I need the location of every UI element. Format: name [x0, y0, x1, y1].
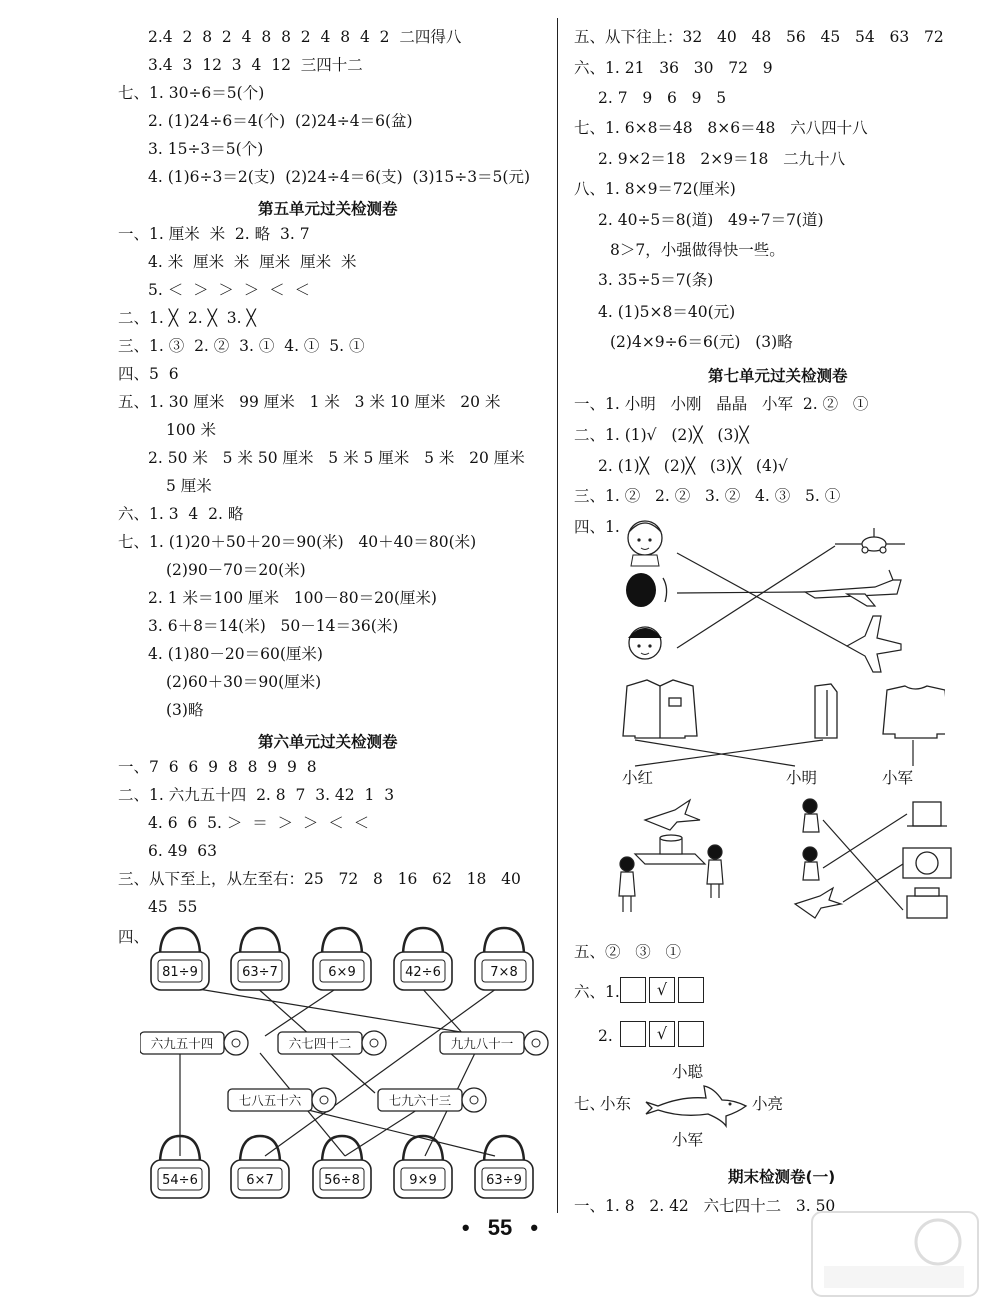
clothes-label: 小军 — [882, 769, 914, 787]
lock-label: 56÷8 — [324, 1173, 360, 1188]
answer-box — [620, 1021, 646, 1047]
answer-line: 七、1. 6×8＝48 8×6＝48 六八四十八 — [574, 119, 868, 137]
answer-line: 3.4 3 12 3 4 12 三四十二 — [148, 56, 363, 74]
lock-label: 9×9 — [409, 1173, 437, 1188]
answer-line: 4. (1)5×8＝40(元) — [598, 303, 736, 321]
lock-label: 63÷7 — [242, 965, 278, 980]
answer-line: 3. 15÷3＝5(个) — [148, 140, 264, 158]
answer-line: 一、1. 8 2. 42 六七四十二 3. 50 — [574, 1197, 836, 1215]
plane-front-image — [835, 528, 905, 553]
clothes-label: 小明 — [786, 769, 818, 787]
child-right-image — [707, 845, 723, 898]
answer-line: 4. (1)6÷3＝2(支) (2)24÷4＝6(支) (3)15÷3＝5(元) — [148, 168, 531, 186]
lock-label: 54÷6 — [162, 1173, 198, 1188]
answer-line: 二、1. ╳ 2. ╳ 3. ╳ — [118, 309, 256, 327]
answer-line: 45 55 — [148, 898, 198, 916]
answer-line: 六、1. 21 36 30 72 9 — [574, 59, 773, 77]
answer-box — [678, 1021, 704, 1047]
answer-line: 4. (1)80－20＝60(厘米) — [148, 645, 323, 663]
answer-line: 四、1. — [574, 518, 620, 536]
answer-line: 4. 米 厘米 米 厘米 厘米 米 — [148, 253, 357, 271]
answer-line: 3. 35÷5＝7(条) — [598, 271, 714, 289]
match-lines — [635, 740, 913, 766]
answer-line: 2. 50 米 5 米 50 厘米 5 米 5 厘米 5 米 20 厘米 — [148, 449, 525, 467]
answer-line: 2. 7 9 6 9 5 — [598, 89, 727, 107]
people-planes-diagram — [615, 508, 905, 680]
answer-line: 七、1. 30÷6＝5(个) — [118, 84, 265, 102]
answer-line: 四、5 6 — [118, 365, 179, 383]
table-object-image — [635, 835, 705, 864]
answer-line: 三、1. ② 2. ② 3. ② 4. ③ 5. ① — [574, 487, 841, 505]
page-number-value: 55 — [487, 1215, 513, 1240]
answer-line: 2. 9×2＝18 2×9＝18 二九十八 — [598, 150, 846, 168]
answer-line: 一、7 6 6 9 8 8 9 9 8 — [118, 758, 317, 776]
answer-line: 七、 — [574, 1095, 606, 1113]
answer-line: 六、1. 3 4 2. 略 — [118, 505, 244, 523]
lock-top — [394, 928, 452, 990]
clothes-label: 小红 — [622, 769, 654, 787]
direction-label-left: 小东 — [600, 1095, 632, 1113]
lock-label: 7×8 — [490, 965, 518, 980]
child-left-image — [619, 857, 635, 912]
answer-line: 五、从下往上：32 40 48 56 45 54 63 72 — [574, 28, 944, 46]
shirt-back-image — [883, 686, 945, 738]
lock-label: 63÷9 — [486, 1173, 522, 1188]
answer-line: 三、1. ③ 2. ② 3. ① 4. ① 5. ① — [118, 337, 365, 355]
lock-bottom — [394, 1136, 452, 1198]
girl-face-1-image — [628, 521, 662, 566]
answer-line: 2.4 2 8 2 4 8 8 2 4 8 4 2 二四得八 — [148, 28, 462, 46]
view-circle-shape — [903, 848, 951, 878]
answer-line: (2)4×9÷6＝6(元) (3)略 — [610, 333, 793, 351]
answer-line: 五、② ③ ① — [574, 943, 682, 961]
answer-line: (3)略 — [166, 701, 204, 719]
answer-line: 6. 49 63 — [148, 842, 218, 860]
answer-line: 六、1. — [574, 983, 620, 1001]
answer-line: 4. 6 6 5. ＞ ＝ ＞ ＞ ＜ ＜ — [148, 814, 370, 832]
answer-line: 三、从下至上，从左至右：25 72 8 16 62 18 40 — [118, 870, 521, 888]
dolphin-image — [642, 1084, 750, 1128]
view-side-shape — [907, 888, 947, 918]
shirt-side-image — [815, 684, 837, 738]
lock-top — [475, 928, 533, 990]
answer-box-checked: √ — [649, 977, 675, 1003]
answer-line: 一、1. 厘米 米 2. 略 3. 7 — [118, 225, 310, 243]
girl-back-image — [626, 573, 667, 607]
key — [278, 1031, 386, 1055]
lock-top — [151, 928, 209, 990]
plane-side-image — [805, 570, 901, 606]
section-heading-unit7: 第七单元过关检测卷 — [708, 367, 848, 385]
answer-box — [678, 977, 704, 1003]
locks-keys-diagram — [140, 918, 550, 1203]
observation-scene-diagram — [615, 792, 955, 932]
lock-bottom — [475, 1136, 533, 1198]
answer-line: 5 厘米 — [166, 477, 212, 495]
page-dot: • — [461, 1215, 470, 1240]
viewer-child-2-image — [803, 847, 819, 880]
shirt-front-image — [623, 680, 697, 738]
page-dot: • — [530, 1215, 539, 1240]
bird-image — [645, 800, 700, 830]
answer-line: 2. (1)╳ (2)╳ (3)╳ (4)√ — [598, 457, 788, 475]
key-label: 七九六十三 — [388, 1093, 452, 1108]
answer-line: 5. ＜ ＞ ＞ ＞ ＜ ＜ — [148, 281, 310, 299]
view-top-shape — [907, 802, 947, 826]
answer-line: 2. 40÷5＝8(道) 49÷7＝7(道) — [598, 211, 824, 229]
key — [140, 1031, 248, 1055]
lock-label: 6×7 — [246, 1173, 274, 1188]
answer-box-checked: √ — [649, 1021, 675, 1047]
direction-label-bottom: 小军 — [672, 1131, 704, 1149]
bird-viewer-image — [795, 888, 841, 918]
answer-line: 3. 6＋8＝14(米) 50－14＝36(米) — [148, 617, 399, 635]
key — [440, 1031, 548, 1055]
lock-label: 6×9 — [328, 965, 356, 980]
watermark-logo — [810, 1208, 980, 1300]
answer-line: 2. 1 米＝100 厘米 100－80＝20(厘米) — [148, 589, 437, 607]
section-heading-final1: 期末检测卷(一) — [728, 1168, 836, 1186]
answer-line: 2. — [598, 1027, 613, 1045]
key-label: 九九八十一 — [450, 1036, 514, 1051]
girl-face-2-image — [628, 627, 662, 659]
viewer-child-1-image — [803, 799, 819, 832]
lock-top — [231, 928, 289, 990]
answer-line: 二、1. 六九五十四 2. 8 7 3. 42 1 3 — [118, 786, 395, 804]
key-label: 六九五十四 — [150, 1036, 214, 1051]
answer-line: 2. (1)24÷6＝4(个) (2)24÷4＝6(盆) — [148, 112, 413, 130]
direction-label-right: 小亮 — [752, 1095, 784, 1113]
plane-top-image — [847, 616, 901, 672]
lock-label: 42÷6 — [405, 965, 441, 980]
answer-line: 四、 — [118, 928, 150, 946]
key — [378, 1088, 486, 1112]
answer-line: 二、1. (1)√ (2)╳ (3)╳ — [574, 426, 749, 444]
match-lines — [823, 814, 907, 910]
answer-line: 一、1. 小明 小刚 晶晶 小军 2. ② ① — [574, 395, 869, 413]
section-heading-unit5: 第五单元过关检测卷 — [258, 200, 398, 218]
answer-line: 100 米 — [166, 421, 217, 439]
answer-line: 8＞7，小强做得快一些。 — [610, 241, 785, 259]
connection-lines — [180, 986, 500, 1156]
lock-label: 81÷9 — [162, 965, 198, 980]
answer-line: 八、1. 8×9＝72(厘米) — [574, 180, 736, 198]
answer-line: 五、1. 30 厘米 99 厘米 1 米 3 米 10 厘米 20 米 — [118, 393, 501, 411]
key — [228, 1088, 336, 1112]
answer-line: 七、1. (1)20＋50＋20＝90(米) 40＋40＝80(米) — [118, 533, 477, 551]
direction-label-top: 小聪 — [672, 1063, 704, 1081]
answer-line: (2)90－70＝20(米) — [166, 561, 306, 579]
section-heading-unit6: 第六单元过关检测卷 — [258, 733, 398, 751]
key-label: 六七四十二 — [288, 1036, 352, 1051]
key-label: 七八五十六 — [238, 1093, 302, 1108]
answer-box — [620, 977, 646, 1003]
answer-line: (2)60＋30＝90(厘米) — [166, 673, 322, 691]
column-divider — [557, 18, 558, 1213]
lock-top — [313, 928, 371, 990]
